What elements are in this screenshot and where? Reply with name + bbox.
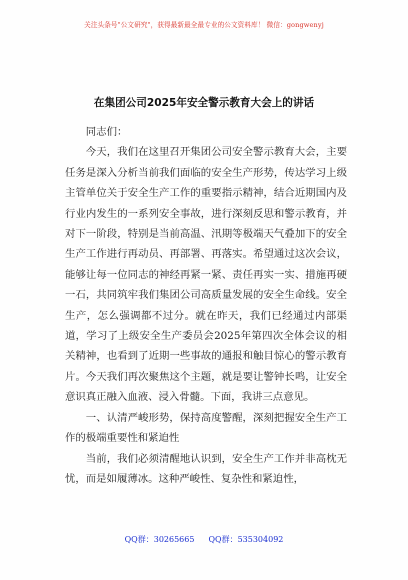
salutation: 同志们： (85, 126, 128, 138)
paragraph-intro: 今天，我们在这里召开集团公司安全警示教育大会，主要任务是深入分析当前我们面临的安全生产形势，传达学习上级主管单位关于安全生产工作的重要指示精神，结合近期国内及行业内发生的一系列安全事故，进行深刻反思和警示教育，并对下一阶段，特别是当前高温、汛期等极端天气叠加下的安全生产工作进行再动员、再部署、再落实。希望通过这次会议，能够让每一位同志的神经再紧一紧、责任再实一实、措施再硬一石，共同筑牢我们集团公司高质量发展的安全生命线。安全生产，怎么强调都不过分。就在昨天，我们已经通过内部渠道，学习了上级安全生产委员会2025年第四次全体会议的相关精神，也看到了近期一些事故的通报和触目惊心的警示教育片。今天我们再次聚焦这个主题，就是要让警钟长鸣，让安全意识真正融入血液、浸入骨髓。下面，我讲三点意见。 (65, 146, 347, 404)
page-title: 在集团公司2025年安全警示教育大会上的讲话 (93, 97, 315, 109)
speech-body (65, 122, 347, 489)
section-heading-1: 一、认清严峻形势，保持高度警醒，深刻把握安全生产工作的极端重要性和紧迫性 (65, 411, 347, 445)
paragraph-section-1: 当前，我们必须清醒地认识到，安全生产工作并非高枕无忧，而是如履薄冰。这种严峻性、复杂性和紧迫性， (65, 452, 347, 485)
qq-group-2: QQ群：535304092 (208, 535, 284, 544)
promo-banner: 关注头条号"公文研究"，获得最新最全最专业的公文资料库！ 微信：gongwenyj (84, 21, 324, 29)
qq-group-1: QQ群：30265665 (124, 535, 195, 544)
footer-contact (0, 534, 408, 545)
